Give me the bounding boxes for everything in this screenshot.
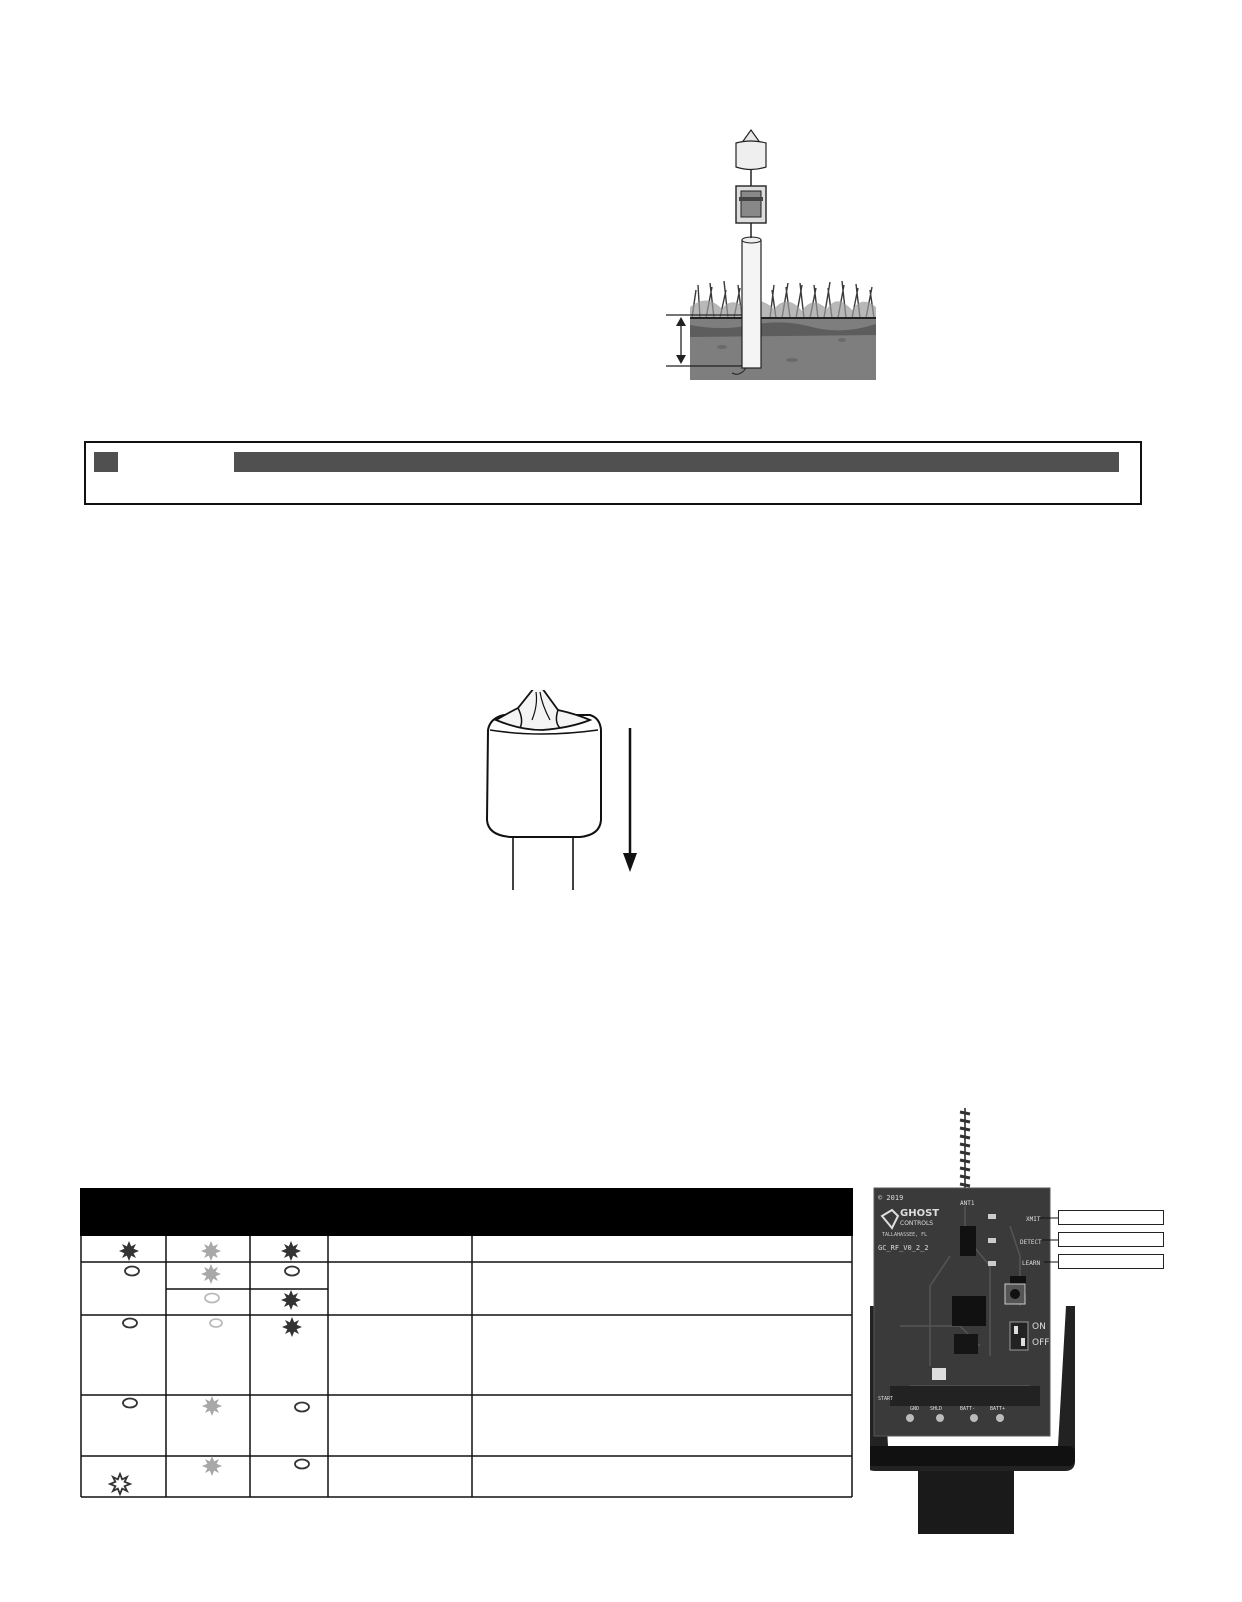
- learn-led-callout-box: [1058, 1254, 1164, 1269]
- post-installation-figure: [662, 125, 892, 390]
- notice-square-icon: [94, 452, 118, 472]
- circuit-board-figure: [870, 1106, 1100, 1536]
- board-led-detect-label: DETECT: [1020, 1239, 1042, 1246]
- led-off-icon: [295, 1460, 309, 1469]
- board-terminal-label: GND: [910, 1406, 920, 1412]
- post-installation-illustration: [662, 125, 892, 390]
- board-led-xmit-label: XMIT: [1026, 1216, 1041, 1223]
- board-terminal-label: BATT+: [990, 1406, 1006, 1412]
- led-flash-light-icon: [201, 1241, 221, 1261]
- board-antenna-label: ANT1: [960, 1200, 975, 1207]
- led-flash-dark-icon: [282, 1317, 302, 1337]
- table-grid: [80, 1188, 853, 1498]
- led-off-icon: [295, 1403, 309, 1412]
- board-led-learn-label: LEARN: [1022, 1260, 1041, 1267]
- detect-led-callout-box: [1058, 1232, 1164, 1247]
- board-switch-off-label: OFF: [1032, 1338, 1050, 1348]
- callout-lines: [870, 1106, 1100, 1536]
- board-terminal-label: BATT-: [960, 1406, 976, 1412]
- notice-title-bar: [234, 452, 1119, 472]
- cap-install-figure: [480, 690, 660, 892]
- board-brand-line2: CONTROLS: [900, 1220, 934, 1227]
- board-brand-line1: GHOST: [900, 1208, 940, 1219]
- xmit-led-callout-box: [1058, 1210, 1164, 1225]
- led-off-light-icon: [210, 1319, 222, 1327]
- led-flash-light-icon: [202, 1396, 222, 1416]
- board-switch-on-label: ON: [1032, 1322, 1046, 1332]
- cap-pressed-down-arrow-illustration: [480, 690, 660, 892]
- led-off-icon: [123, 1399, 137, 1408]
- board-city: TALLAHASSEE, FL: [882, 1232, 928, 1238]
- board-terminal-label: START: [878, 1396, 894, 1402]
- led-flash-dark-icon: [281, 1241, 301, 1261]
- led-off-light-icon: [205, 1294, 219, 1303]
- board-copyright: © 2019: [878, 1194, 904, 1202]
- notice-box: [84, 441, 1142, 505]
- led-off-icon: [123, 1319, 137, 1328]
- led-off-icon: [125, 1267, 139, 1276]
- led-flash-dark-icon: [119, 1241, 139, 1261]
- led-flash-dark-icon: [281, 1290, 301, 1310]
- led-flash-light-icon: [201, 1264, 221, 1284]
- led-off-icon: [285, 1267, 299, 1276]
- board-terminal-label: SHLD: [930, 1406, 943, 1412]
- board-id: GC_RF_V0_2_2: [878, 1244, 929, 1252]
- led-flash-light-icon: [202, 1456, 222, 1476]
- led-flash-outline-icon: [110, 1474, 130, 1494]
- led-status-table: [80, 1188, 853, 1498]
